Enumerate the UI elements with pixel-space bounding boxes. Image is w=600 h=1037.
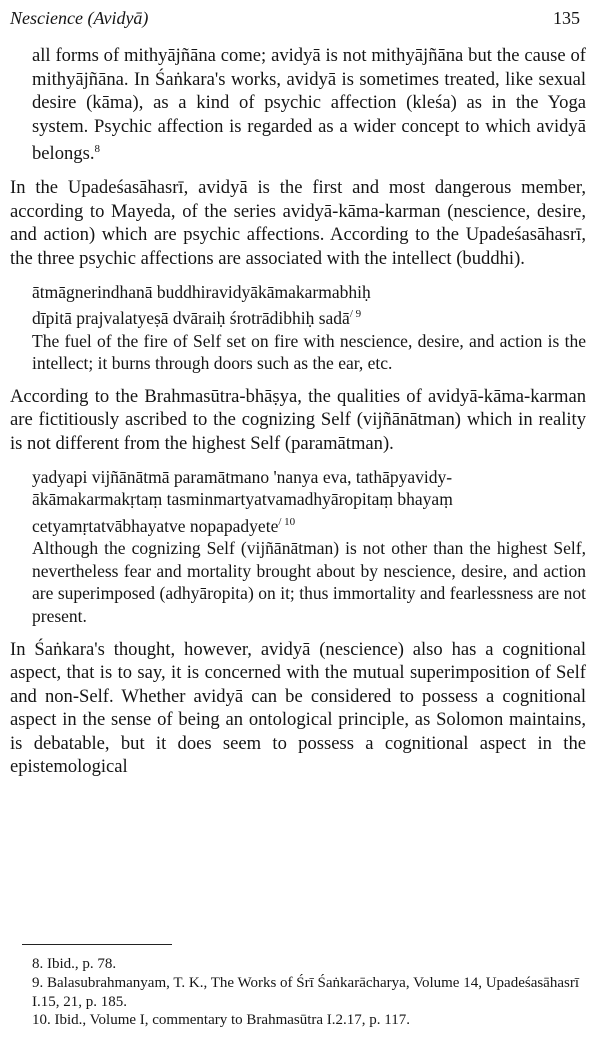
page-number: 135: [553, 8, 580, 28]
footnote-8: [10, 955, 586, 974]
footnote-10: [10, 1011, 586, 1030]
verse-block-1: [10, 281, 586, 375]
running-header: [10, 8, 580, 36]
footnote-ref-8: 8: [94, 143, 100, 156]
paragraph-2: In the Upadeśasāhasrī, avidyā is the first and most dangerous member, according to Mayeda, of the series avidyā-kāma-karman (nescience, desire, and action) which are psychic affections. According to the Upadeśasāhasrī, the three psychic affections are associated with the intellect (buddhi).: [10, 177, 586, 269]
verse-block-2: [10, 466, 586, 628]
verse-2-translation: Although the cognizing Self (vijñānātman) is not other than the highest Self, nevertheless fear and mortality brought about by nescience, desire, and action are superimposed (adhyāropita) on it; thus immortality and fearlessness are not present.: [32, 538, 586, 626]
footnote-9-number: 9.: [32, 974, 44, 991]
footnotes: [10, 955, 586, 1030]
verse-1-sanskrit-line-1: ātmāgnerindhanā buddhiravidyākāmakarmabhiḥ: [32, 281, 371, 302]
verse-1-translation: The fuel of the fire of Self set on fire with nescience, desire, and action is the intellect; it burns through doors such as the ear, etc.: [32, 330, 586, 374]
footnote-divider: [22, 944, 172, 945]
paragraph-3: According to the Brahmasūtra-bhāṣya, the qualities of avidyā-kāma-karman are fictitiously ascribed to the cognizing Self (vijñānātman) which in reality is not different from the highest Self (paramātman).: [10, 385, 586, 454]
footnote-ref-10: / 10: [278, 515, 296, 528]
verse-2-sanskrit-line-3: cetyamṛtatvābhayatve nopapadyete: [32, 515, 279, 536]
verse-2-sanskrit-line-1: yadyapi vijñānātmā paramātmano 'nanya eva, tathāpyavidy-: [32, 466, 453, 487]
paragraph-1: [10, 44, 586, 166]
running-title: Nescience (Avidyā): [10, 8, 149, 28]
footnote-10-text: Ibid., Volume I, commentary to Brahmasūtra I.2.17, p. 117.: [54, 1012, 410, 1029]
footnote-9: [10, 974, 586, 1012]
footnote-8-text: Ibid., p. 78.: [47, 956, 117, 972]
footnote-9-text: Balasubrahmanyam, T. K., The Works of Śrī Śaṅkarācharya, Volume 14, Upadeśasāhasrī I.15, 21, p. 185.: [32, 974, 580, 1010]
main-text: [10, 44, 586, 779]
footnote-10-number: 10.: [32, 1012, 51, 1029]
paragraph-1-text: all forms of mithyājñāna come; avidyā is not mithyājñāna but the cause of mithyājñāna. In Śaṅkara's works, avidyā is sometimes treated, like sexual desire (kāma), as a kind of psychic affection (kleśa) as in the Yoga system. Psychic affection is regarded as a wider concept to which avidyā belongs.: [32, 45, 586, 165]
footnote-8-number: 8.: [32, 956, 44, 972]
paragraph-4: In Śaṅkara's thought, however, avidyā (nescience) also has a cognitional aspect, that is to say, it is concerned with the mutual superimposition of Self and non-Self. Whether avidyā can be considered to possess a cognitional aspect in the sense of being an ontological principle, as Solomon maintains, is debatable, but it does seem to possess a cognitional aspect in the epistemological: [10, 638, 586, 778]
verse-2-sanskrit-line-2: ākāmakarmakṛtaṃ tasminmartyatvamadhyāropitaṃ bhayaṃ: [32, 489, 453, 510]
footnote-ref-9: / 9: [349, 308, 362, 321]
verse-1-sanskrit-line-2: dīpitā prajvalatyeṣā dvāraiḥ śrotrādibhiḥ sadā: [32, 307, 350, 328]
